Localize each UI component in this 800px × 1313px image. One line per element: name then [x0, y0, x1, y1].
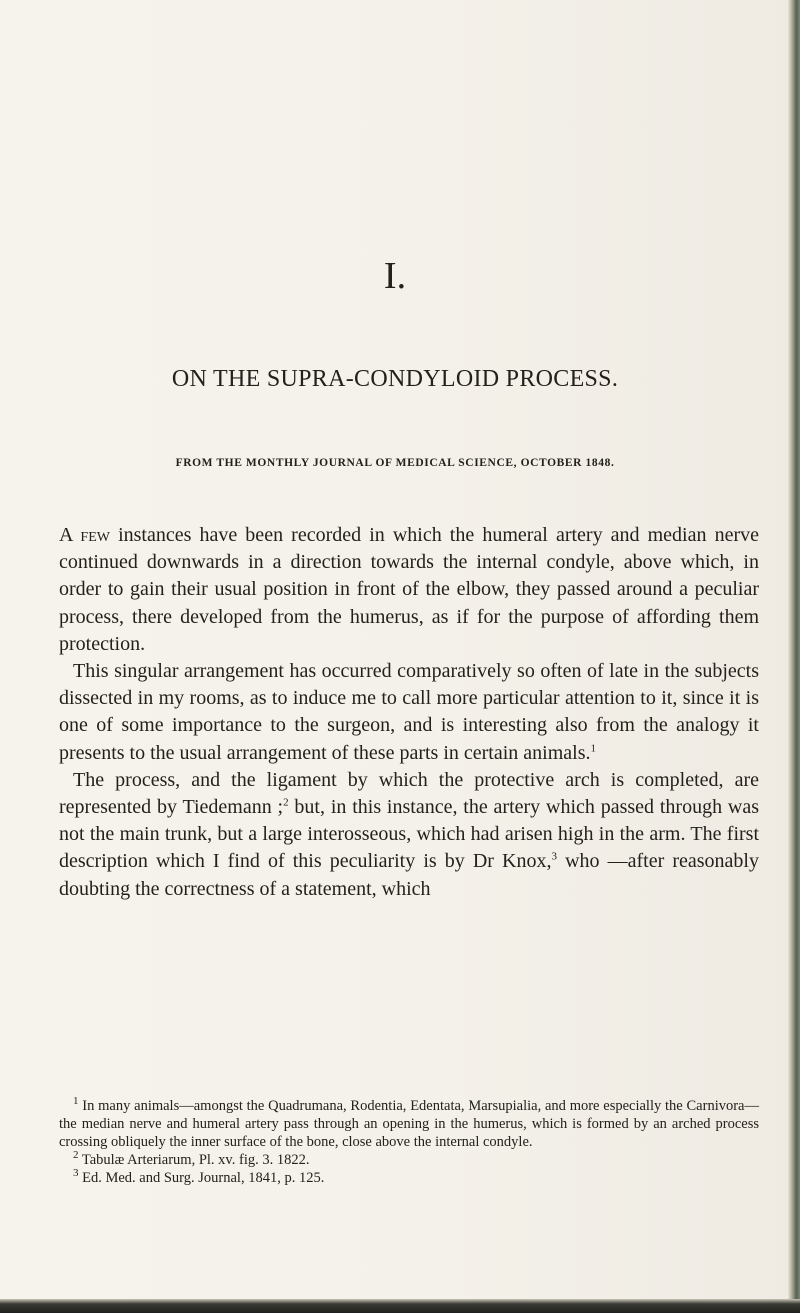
footnote-1-marker: 1 — [73, 1095, 79, 1108]
paragraph-1-text: instances have been recorded in which the humeral artery and median nerve continued downwards in a direction towards the internal condyle, above which, in order to gain their usual position in front of the elbow, they passed around a peculiar process, there developed from the humerus, as if for the purpose of affording them protection. — [59, 524, 759, 655]
footnotes — [59, 1097, 759, 1187]
footnote-ref-1: 1 — [590, 741, 596, 754]
footnote-ref-2: 2 — [283, 796, 289, 809]
paragraph-1 — [59, 522, 759, 658]
footnote-2-marker: 2 — [73, 1149, 79, 1162]
paragraph-3-text-a: The process, and the ligament by which the protective arch is completed, are represented by Tiedemann ; — [59, 768, 759, 819]
paragraph-2 — [59, 658, 759, 767]
footnote-3 — [59, 1169, 759, 1187]
article-body — [59, 522, 759, 903]
page-edge-bottom — [0, 1299, 800, 1313]
chapter-number: I. — [383, 255, 407, 297]
footnote-1-text: In many animals—amongst the Quadrumana, Rodentia, Edentata, Marsupialia, and more especially the Carnivora—the median nerve and humeral artery pass through an opening in the humerus, which is formed by an arched process crossing obliquely the inner surface of the bone, close above the internal condyle. — [59, 1098, 759, 1150]
footnote-2 — [59, 1151, 759, 1169]
footnote-2-text: Tabulæ Arteriarum, Pl. xv. fig. 3. 1822. — [78, 1152, 310, 1168]
paragraph-1-opening: A few — [59, 524, 110, 546]
source-line: FROM THE MONTHLY JOURNAL OF MEDICAL SCIENCE, OCTOBER 1848. — [175, 457, 615, 469]
paragraph-3-text-c: who —after reasonably doubting the correctness of a statement, which — [59, 850, 759, 900]
footnote-ref-3: 3 — [551, 850, 557, 863]
paragraph-3-text-b: but, in this instance, the artery which passed through was not the main trunk, but a large interosseous, which had arisen high in the arm. The first description which I find of this peculiarity is by Dr Knox, — [59, 796, 759, 873]
paragraph-3 — [59, 767, 759, 903]
article-title: ON THE SUPRA-CONDYLOID PROCESS. — [171, 366, 619, 392]
paragraph-2-text: This singular arrangement has occurred comparatively so often of late in the subjects dissected in my rooms, as to induce me to call more particular attention to it, since it is one of some importance to the surgeon, and is interesting also from the analogy it presents to the usual arrangement of these parts in certain animals. — [59, 660, 759, 764]
footnote-3-text: Ed. Med. and Surg. Journal, 1841, p. 125. — [78, 1170, 325, 1186]
page-edge-right — [788, 0, 800, 1313]
footnote-1 — [59, 1097, 759, 1151]
footnote-3-marker: 3 — [73, 1167, 79, 1180]
